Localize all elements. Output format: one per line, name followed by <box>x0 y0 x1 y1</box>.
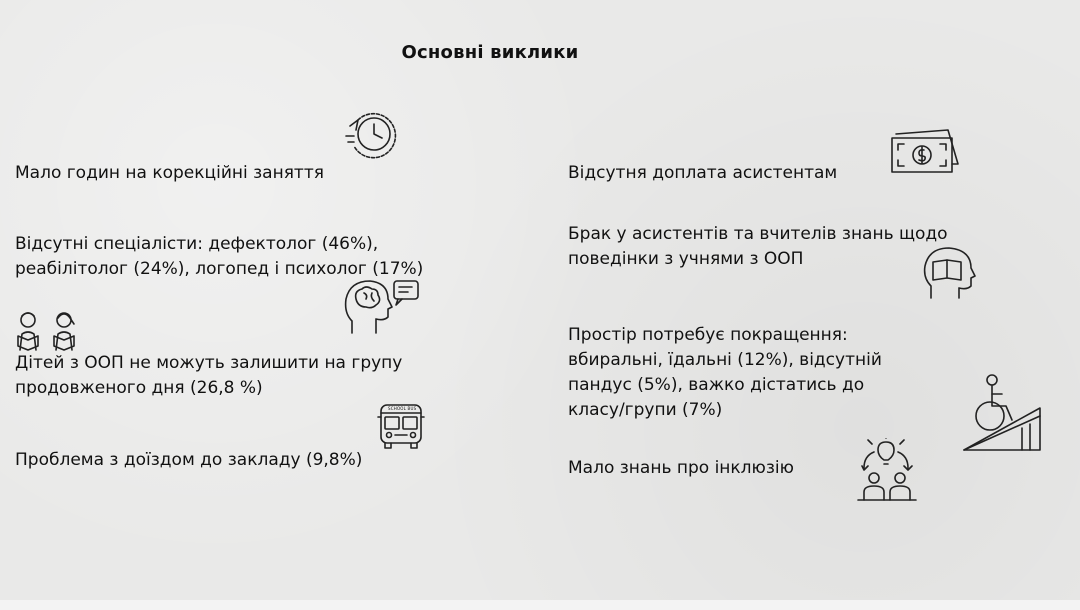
right-item-assistant-pay: Відсутня доплата асистентам <box>568 163 838 183</box>
head-thinking-icon <box>342 277 422 335</box>
slide-footer-strip <box>0 600 1080 610</box>
left-item-specialists: Відсутні спеціалісти: дефектолог (46%), реабілітолог (24%), логопед і психолог (17%) <box>15 234 424 279</box>
head-book-icon <box>923 244 979 300</box>
right-item-knowledge-behavior: Брак у асистентів та вчителів знань щодо поведінки з учнями з ООП <box>568 224 948 269</box>
wheelchair-ramp-icon <box>962 372 1042 452</box>
right-item-space: Простір потребує покращення: вбиральні, їдальні (12%), відсутній пандус (5%), важко дістатись до класу/групи (7%) <box>568 325 882 420</box>
school-bus-icon <box>377 403 425 449</box>
clock-icon <box>344 110 402 160</box>
money-icon <box>888 128 960 176</box>
slide-title: Основні виклики <box>401 42 579 63</box>
left-item-hours: Мало годин на корекційні заняття <box>15 163 324 183</box>
children-reading-icon <box>14 310 80 352</box>
collaboration-idea-icon <box>856 438 926 504</box>
bus-label: SCHOOL BUS <box>388 406 417 411</box>
right-item-inclusion-knowledge: Мало знань про інклюзію <box>568 458 794 478</box>
left-item-extended-day: Дітей з ООП не можуть залишити на групу продовженого дня (26,8 %) <box>15 353 403 398</box>
left-item-transport: Проблема з доїздом до закладу (9,8%) <box>15 450 363 470</box>
